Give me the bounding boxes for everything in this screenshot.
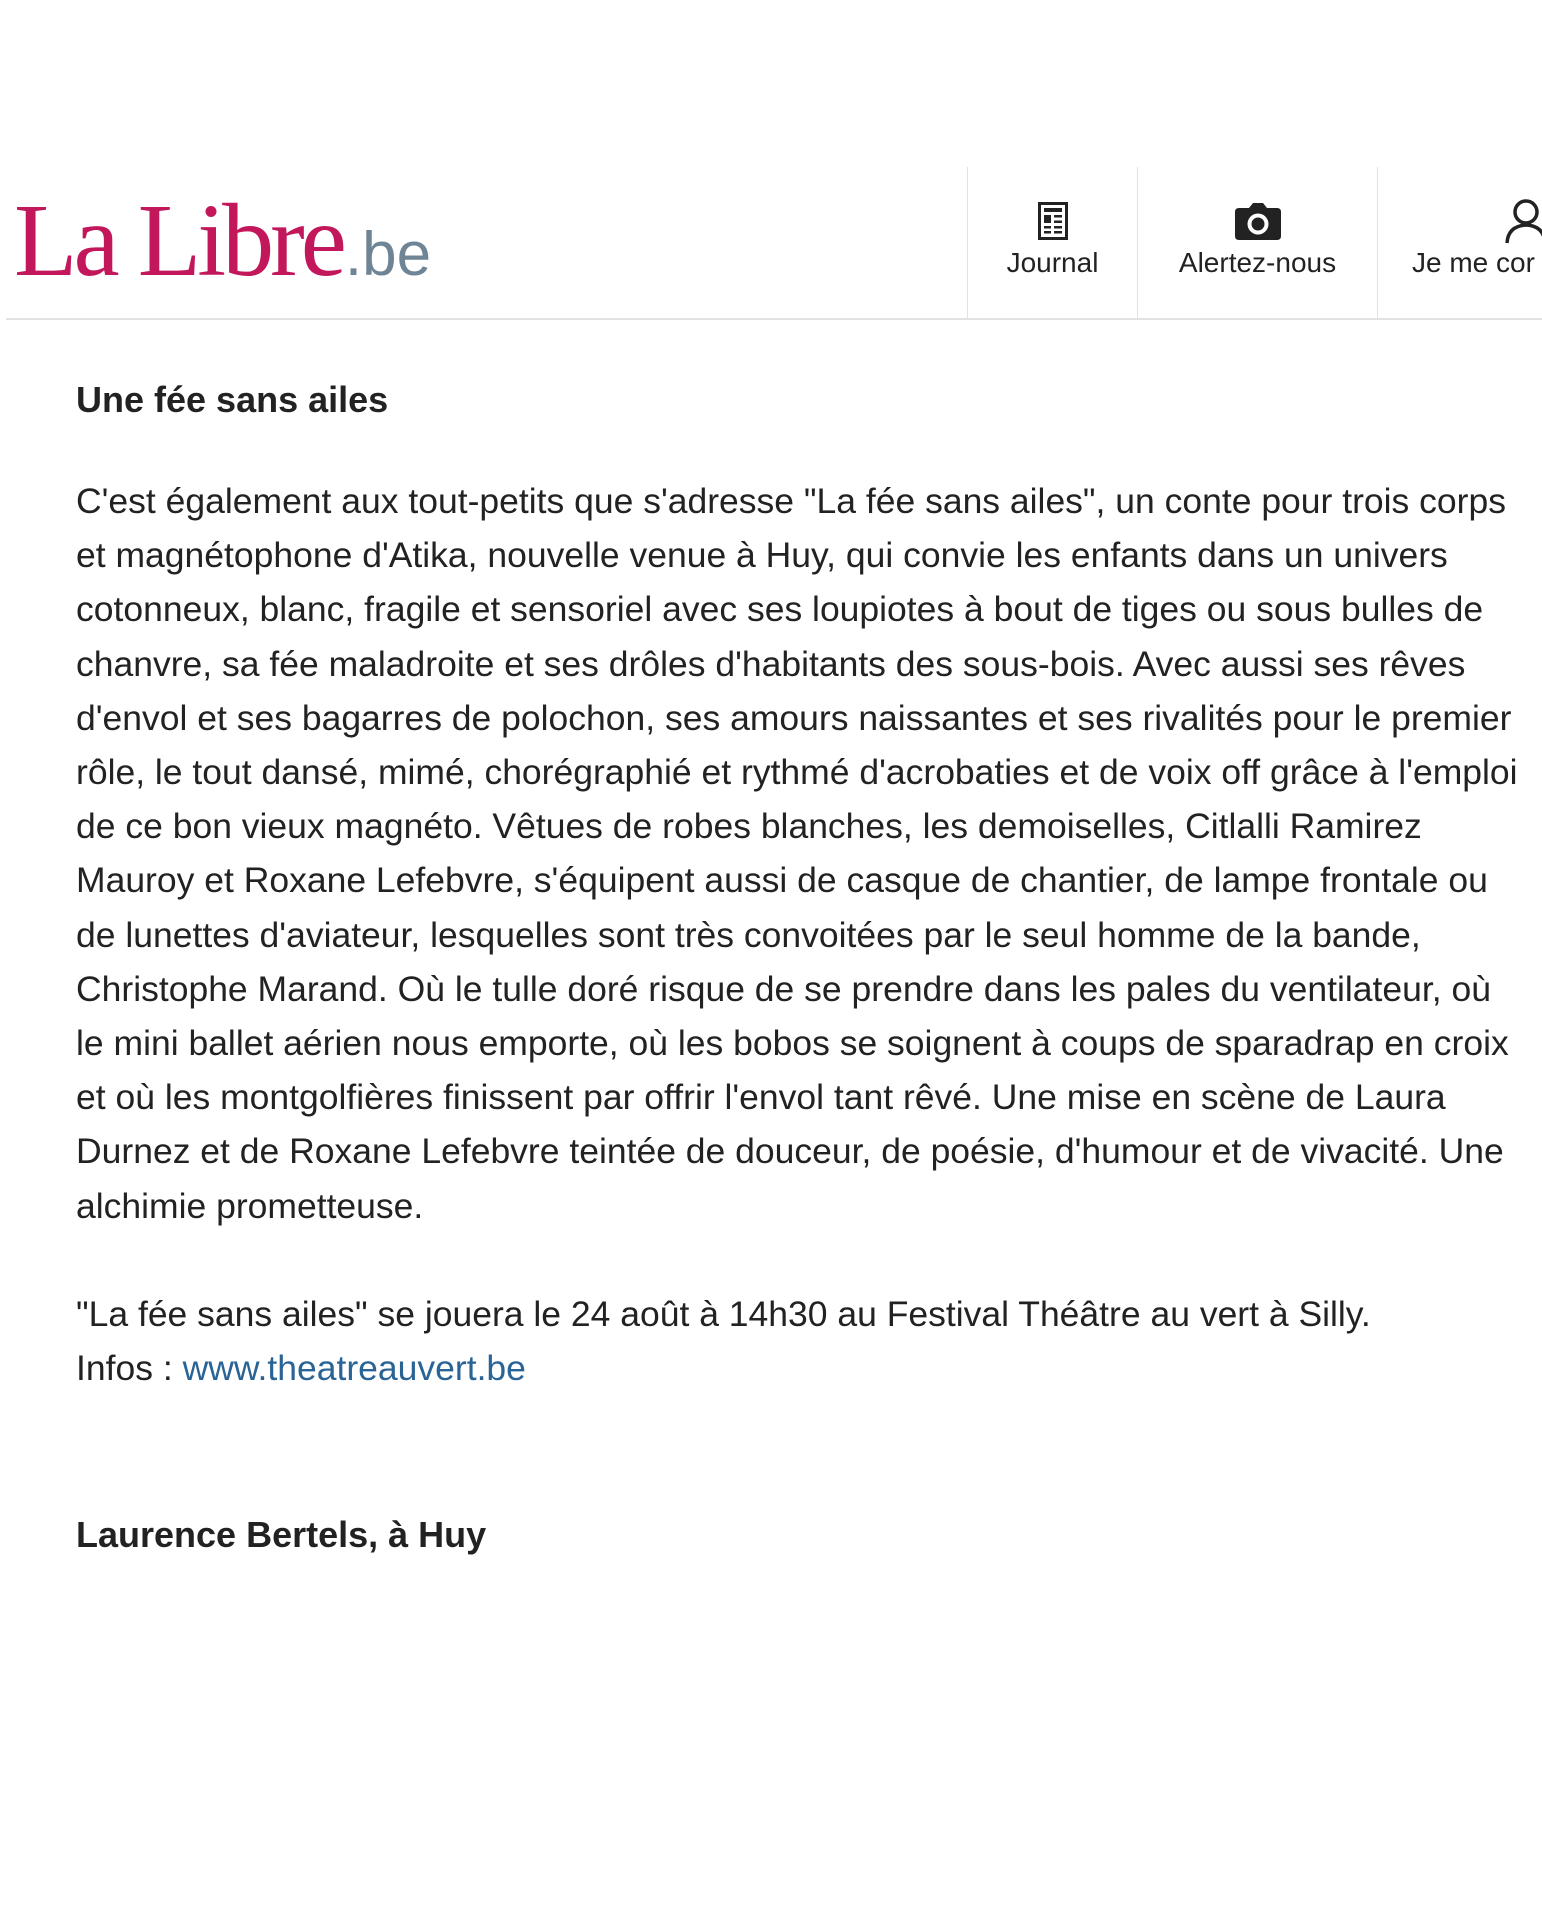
performance-info-text: "La fée sans ailes" se jouera le 24 août à 14h30 au Festival Théâtre au vert à Silly.	[76, 1293, 1371, 1334]
article	[76, 372, 1526, 1563]
alert-us-label: Alertez-nous	[1178, 247, 1337, 278]
info-prefix: Infos :	[76, 1348, 183, 1389]
site-logo[interactable]	[14, 183, 432, 298]
journal-label: Journal	[1006, 247, 1099, 278]
logo-domain: .be	[344, 220, 432, 289]
login-label: Je me cor	[1412, 247, 1535, 278]
article-title: Une fée sans ailes	[76, 379, 389, 420]
performance-info	[76, 1287, 1526, 1395]
journal-button[interactable]	[967, 167, 1137, 318]
newspaper-icon	[968, 197, 1137, 245]
login-button[interactable]	[1377, 167, 1542, 318]
logo-name: La Libre	[14, 183, 343, 298]
site-header	[6, 167, 1542, 320]
alert-us-button[interactable]	[1137, 167, 1377, 318]
camera-icon	[1138, 197, 1377, 245]
theatre-website-link[interactable]: www.theatreauvert.be	[182, 1348, 526, 1389]
user-icon	[1502, 197, 1542, 245]
article-body: C'est également aux tout-petits que s'adresse "La fée sans ailes", un conte pour trois corps et magnétophone d'Atika, nouvelle venue à Huy, qui convie les enfants dans un univers cotonneux, blanc, fragile et sensoriel avec ses loupiotes à bout de tiges ou sous bulles de chanvre, sa fée maladroite et ses drôles d'habitants des sous-bois. Avec aussi ses rêves d'envol et ses bagarres de polochon, ses amours naissantes et ses rivalités pour le premier rôle, le tout dansé, mimé, chorégraphié et rythmé d'acrobaties et de voix off grâce à l'emploi de ce bon vieux magnéto. Vêtues de robes blanches, les demoiselles, Citlalli Ramirez Mauroy et Roxane Lefebvre, s'équipent aussi de casque de chantier, de lampe frontale ou de lunettes d'aviateur, lesquelles sont très convoitées par le seul homme de la bande, Christophe Marand. Où le tulle doré risque de se prendre dans les pales du ventilateur, où le mini ballet aérien nous emporte, où les bobos se soignent à coups de sparadrap en croix et où les montgolfières finissent par offrir l'envol tant rêvé. Une mise en scène de Laura Durnez et de Roxane Lefebvre teintée de douceur, de poésie, d'humour et de vivacité. Une alchimie prometteuse.	[76, 481, 1518, 1226]
article-author: Laurence Bertels, à Huy	[76, 1514, 487, 1556]
